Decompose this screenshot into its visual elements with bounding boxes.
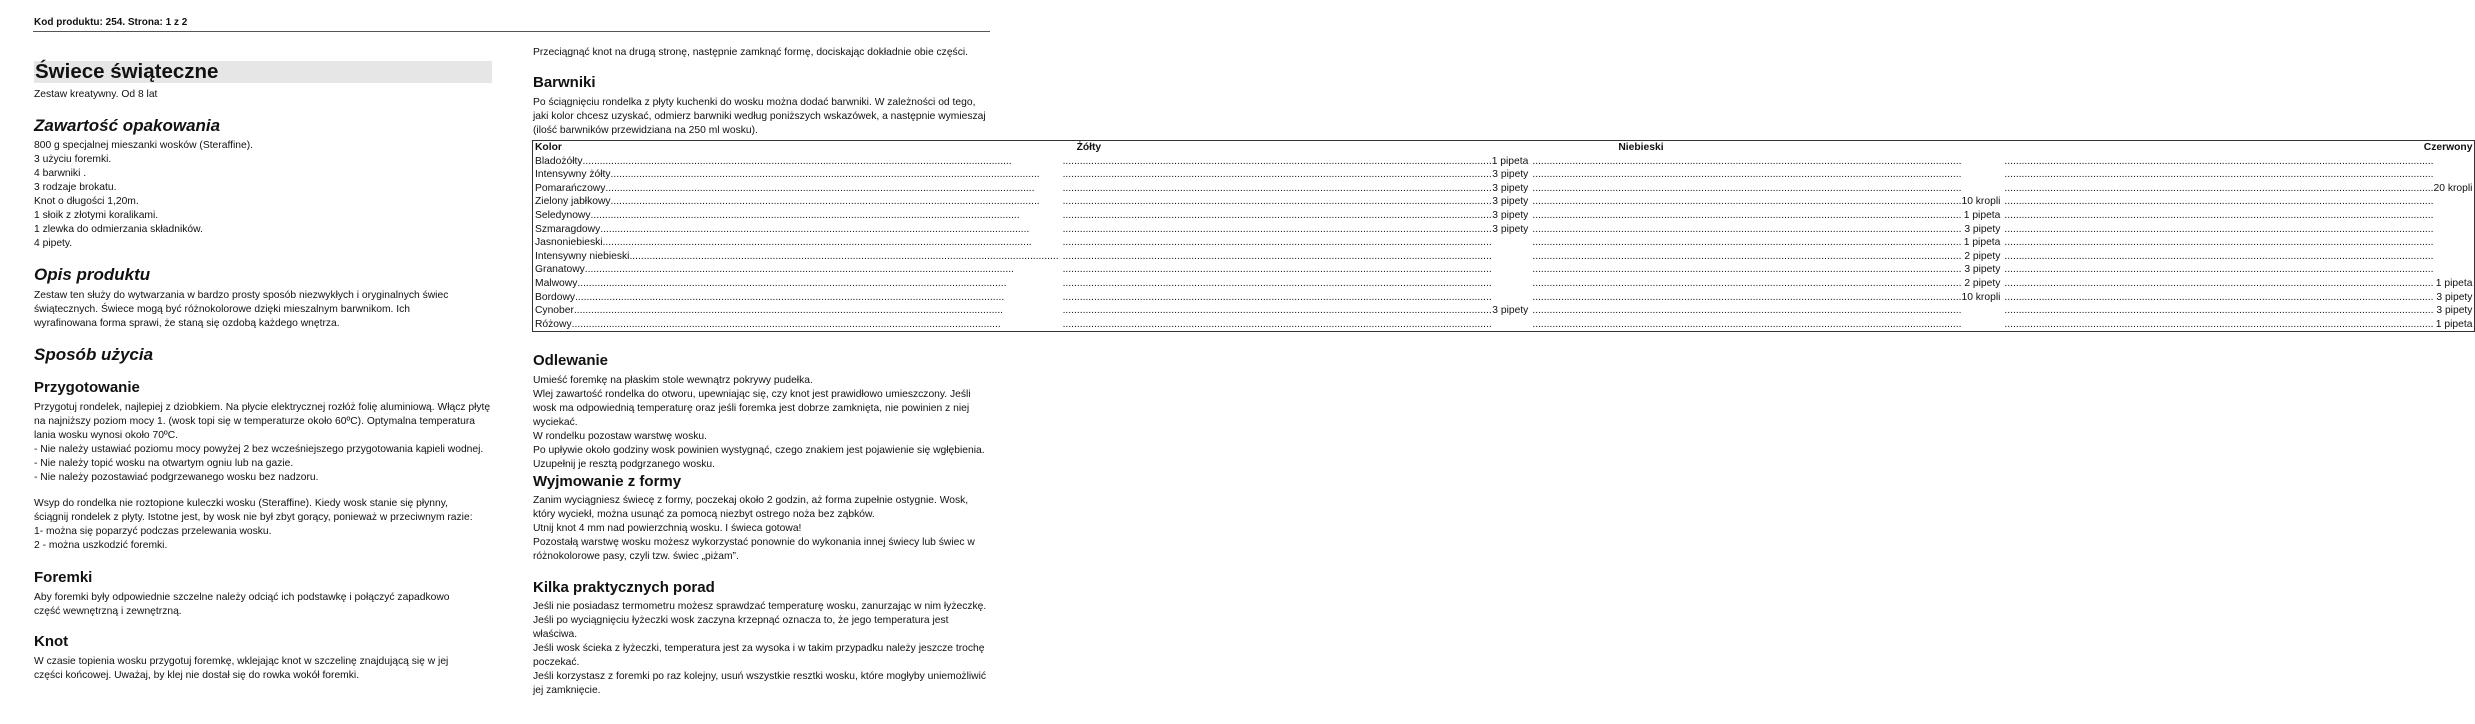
dye-table-row: [533, 250, 2475, 264]
dye-yellow-cell: [1061, 318, 1531, 332]
dye-table-row: [533, 155, 2475, 169]
dye-table-row: [533, 236, 2475, 250]
wick-heading: Knot: [34, 633, 69, 650]
preparation-text: Przygotuj rondelek, najlepiej z dziobkiem. Na płycie elektrycznej rozłóż folię aluminiową. Włącz płytę na najniższy poziom mocy 1. (wosk topi się w temperaturze około 60ºC). Optymalna temperatura lania wosku wynosi około 70ºC. - Nie należy ustawiać poziomu mocy powyżej 2 bez wcześniejszego przygotowania kąpieli wodnej. - Nie należy topić wosku na otwartym ogniu lub na gazie. - Nie należy pozostawiać podgrzewanego wosku bez nadzoru.: [34, 402, 491, 483]
dye-red-cell: ..... 1 pipeta: [2002, 277, 2475, 291]
dye-yellow-cell: ..... 3 pipety: [1061, 209, 1531, 223]
dye-red-cell: ..... 3 pipety: [2002, 291, 2475, 305]
tips-heading: Kilka praktycznych porad: [533, 579, 715, 596]
dye-yellow-cell: ..... 3 pipety: [1061, 195, 1531, 209]
dye-red-cell: [2002, 209, 2475, 223]
column-header-yellow: Żółty: [1076, 142, 1102, 153]
dye-red-cell: [2002, 195, 2475, 209]
dye-red-cell: [2002, 155, 2475, 169]
dye-color-cell: Pomarańczowy .....: [533, 182, 1061, 196]
dye-yellow-cell: ..... 3 pipety: [1061, 304, 1531, 318]
usage-heading: Sposób użycia: [34, 345, 154, 364]
page-title: Świece świąteczne: [35, 60, 219, 83]
dye-red-cell: [2002, 250, 2475, 264]
removal-heading: Wyjmowanie z formy: [533, 473, 682, 490]
dye-blue-cell: ..... 10 kropli: [1530, 291, 2002, 305]
dye-table-row: [533, 168, 2475, 182]
dye-yellow-cell: ..... 1 pipeta: [1061, 155, 1531, 169]
dye-color-cell: Różowy .....: [533, 318, 1061, 332]
document-header: Kod produktu: 254. Strona: 1 z 2: [34, 17, 188, 28]
dye-yellow-cell: ..... 3 pipety: [1061, 182, 1531, 196]
removal-text: Zanim wyciągniesz świecę z formy, poczekaj około 2 godzin, aż forma zupełnie ostygnie. Wosk, który wyciekł, można usunąć za pomocą niezbyt ostrego noża bez ząbków. Utnij knot 4 mm nad powierzchnią wosku. I świeca gotowa! Pozostałą warstwę wosku możesz wykorzystać ponownie do wykonania innej świecy lub świec w różnokolorowe pasy, czyli tzw. świec „piżam”.: [533, 495, 975, 562]
dye-yellow-cell: ..... 3 pipety: [1061, 168, 1531, 182]
dye-red-cell: ..... 1 pipeta: [2002, 318, 2475, 332]
dye-color-cell: Seledynowy .....: [533, 209, 1061, 223]
preparation-text-2: Wsyp do rondelka nie roztopione kuleczki wosku (Steraffine). Kiedy wosk stanie się płynny, ściągnij rondelek z płyty. Istotne jest, by wosk nie był zbyt gorący, ponieważ w przeciwnym razie: 1- można się poparzyć podczas przelewania wosku. 2 - można uszkodzić foremki.: [34, 498, 473, 551]
dye-table-row: [533, 304, 2475, 318]
preparation-heading: Przygotowanie: [34, 379, 140, 396]
wick-text: W czasie topienia wosku przygotuj foremkę, wklejając knot w szczelinę znajdującą się w jej części końcowej. Uważaj, by klej nie dostał się do rowka wokół foremki.: [34, 656, 449, 681]
dye-yellow-cell: [1061, 263, 1531, 277]
dye-yellow-cell: [1061, 277, 1531, 291]
column-header-blue: Niebieski: [1618, 142, 1664, 153]
dye-yellow-cell: [1061, 236, 1531, 250]
dye-color-cell: Intensywny niebieski .....: [533, 250, 1061, 264]
dye-table-row: [533, 263, 2475, 277]
dye-yellow-cell: [1061, 291, 1531, 305]
dye-color-cell: Malwowy .....: [533, 277, 1061, 291]
dye-table-row: [533, 209, 2475, 223]
molds-text: Aby foremki były odpowiednie szczelne należy odciąć ich podstawkę i połączyć zapadkowo część wewnętrzną i zewnętrzną.: [34, 592, 450, 617]
dye-blue-cell: ..... 2 pipety: [1530, 250, 2002, 264]
dye-blue-cell: ..... 3 pipety: [1530, 263, 2002, 277]
dye-blue-cell: [1530, 168, 2002, 182]
dye-table: [532, 140, 2475, 332]
dye-red-cell: [2002, 236, 2475, 250]
dye-red-cell: [2002, 168, 2475, 182]
dye-blue-cell: ..... 2 pipety: [1530, 277, 2002, 291]
column-header-red: Czerwony: [2423, 142, 2473, 153]
dye-yellow-cell: ..... 3 pipety: [1061, 223, 1531, 237]
dye-blue-cell: ..... 1 pipeta: [1530, 236, 2002, 250]
dye-color-cell: Szmaragdowy .....: [533, 223, 1061, 237]
dye-blue-cell: [1530, 304, 2002, 318]
dye-color-cell: Jasnoniebieski .....: [533, 236, 1061, 250]
column-header-color: Kolor: [535, 142, 562, 153]
dye-table-row: [533, 223, 2475, 237]
dye-yellow-cell: [1061, 250, 1531, 264]
dye-color-cell: Bordowy .....: [533, 291, 1061, 305]
dye-blue-cell: ..... 3 pipety: [1530, 223, 2002, 237]
header-divider: [33, 31, 990, 32]
dye-table-row: [533, 318, 2475, 332]
molds-heading: Foremki: [34, 569, 93, 586]
dye-color-cell: Granatowy .....: [533, 263, 1061, 277]
dye-table-row: [533, 291, 2475, 305]
dye-blue-cell: ..... 10 kropli: [1530, 195, 2002, 209]
casting-heading: Odlewanie: [533, 352, 609, 369]
dye-table-header: [533, 141, 2475, 155]
subtitle: Zestaw kreatywny. Od 8 lat: [34, 89, 158, 100]
dyes-heading: Barwniki: [533, 74, 596, 91]
dye-blue-cell: [1530, 155, 2002, 169]
dye-color-cell: Bladożółty .....: [533, 155, 1061, 169]
dye-red-cell: ..... 20 kropli: [2002, 182, 2475, 196]
tips-text: Jeśli nie posiadasz termometru możesz sprawdzać temperaturę wosku, zanurzając w nim łyżeczkę. Jeśli po wyciągnięciu łyżeczki wosk zaczyna krzepnąć oznacza to, że jego temperatura jest właściwa. Jeśli wosk ścieka z łyżeczki, temperatura jest za wysoka i w takim przypadku należy jeszcze trochę poczekać. Jeśli korzystasz z foremki po raz kolejny, usuń wszystkie resztki wosku, które mogłyby uniemożliwić jej zamknięcie.: [533, 601, 987, 696]
dye-color-cell: Zielony jabłkowy .....: [533, 195, 1061, 209]
dye-red-cell: [2002, 223, 2475, 237]
dye-table-row: [533, 195, 2475, 209]
dye-table-row: [533, 277, 2475, 291]
dyes-text: Po ściągnięciu rondelka z płyty kuchenki do wosku można dodać barwniki. W zależności od tego, jaki kolor chcesz uzyskać, odmierz barwniki według poniższych wskazówek, a następnie wymieszaj (ilość barwników przewidziana na 250 ml wosku).: [533, 97, 986, 136]
dye-table-row: [533, 182, 2475, 196]
dye-color-cell: Cynober .....: [533, 304, 1061, 318]
dye-red-cell: [2002, 263, 2475, 277]
description-text: Zestaw ten służy do wytwarzania w bardzo prosty sposób niezwykłych i oryginalnych świec świątecznych. Świece mogą być różnokolorowe dzięki mieszalnym barwnikom. Ich wyrafinowana forma sprawi, że staną się ozdobą każdego wnętrza.: [34, 290, 449, 329]
dye-blue-cell: [1530, 182, 2002, 196]
dye-color-cell: Intensywny żółty .....: [533, 168, 1061, 182]
description-heading: Opis produktu: [34, 265, 151, 284]
dye-blue-cell: ..... 1 pipeta: [1530, 209, 2002, 223]
contents-heading: Zawartość opakowania: [34, 116, 221, 135]
dye-blue-cell: [1530, 318, 2002, 332]
casting-text: Umieść foremkę na płaskim stole wewnątrz pokrywy pudełka. Wlej zawartość rondelka do otworu, upewniając się, czy knot jest prawidłowo umieszczony. Jeśli wosk ma odpowiednią temperaturę oraz jeśli foremka jest dobrze zamknięta, nie powinien z niej wyciekać. W rondelku pozostaw warstwę wosku. Po upływie około godziny wosk powinien wystygnąć, czego znakiem jest pojawienie się wgłębienia. Uzupełnij je resztą podgrzanego wosku.: [533, 375, 985, 470]
wick-continued-text: Przeciągnąć knot na drugą stronę, następnie zamknąć formę, dociskając dokładnie obie części.: [533, 47, 968, 58]
dye-red-cell: ..... 3 pipety: [2002, 304, 2475, 318]
contents-list: 800 g specjalnej mieszanki wosków (Steraffine). 3 użyciu foremki. 4 barwniki . 3 rodzaje brokatu. Knot o długości 1,20m. 1 słoik z złotymi koralikami. 1 zlewka do odmierzania składników. 4 pipety.: [34, 140, 254, 249]
